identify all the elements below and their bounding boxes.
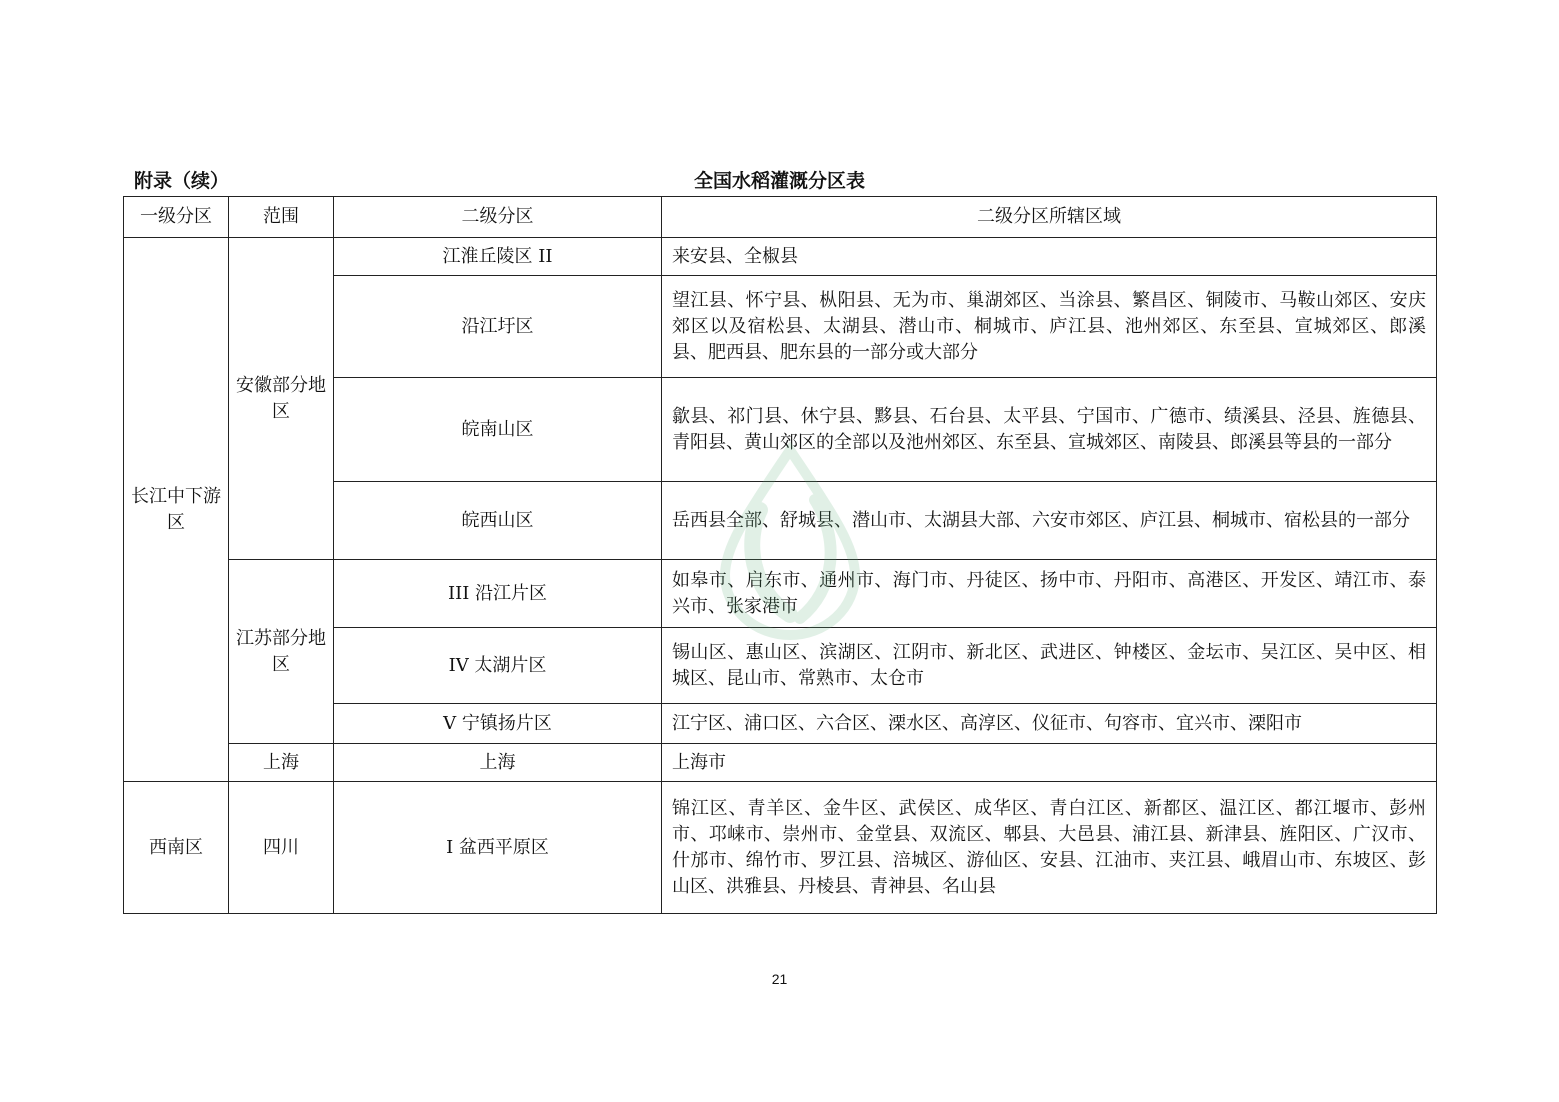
column-header-primary: 一级分区 (124, 197, 229, 238)
primary-zone-cell: 长江中下游区 (124, 238, 229, 782)
area-cell: 岳西县全部、舒城县、潜山市、太湖县大部、六安市郊区、庐江县、桐城市、宿松县的一部分 (662, 482, 1437, 560)
area-cell: 来安县、全椒县 (662, 238, 1437, 276)
area-cell: 江宁区、浦口区、六合区、溧水区、高淳区、仪征市、句容市、宜兴市、溧阳市 (662, 704, 1437, 744)
secondary-zone-cell: 江淮丘陵区 II (334, 238, 662, 276)
table-header-row (124, 197, 1437, 238)
area-cell: 锡山区、惠山区、滨湖区、江阴市、新北区、武进区、钟楼区、金坛市、吴江区、吴中区、相城区、昆山市、常熟市、太仓市 (662, 628, 1437, 704)
secondary-zone-cell: V 宁镇扬片区 (334, 704, 662, 744)
scope-cell: 江苏部分地区 (229, 560, 334, 744)
secondary-zone-cell: I 盆西平原区 (334, 782, 662, 914)
column-header-secondary: 二级分区 (334, 197, 662, 238)
page-header (123, 166, 1436, 196)
primary-zone-cell: 西南区 (124, 782, 229, 914)
secondary-zone-cell: 皖南山区 (334, 378, 662, 482)
area-cell: 歙县、祁门县、休宁县、黟县、石台县、太平县、宁国市、广德市、绩溪县、泾县、旌德县、青阳县、黄山郊区的全部以及池州郊区、东至县、宣城郊区、南陵县、郎溪县等县的一部分 (662, 378, 1437, 482)
scope-cell: 上海 (229, 744, 334, 782)
page-number: 21 (771, 971, 788, 987)
column-header-scope: 范围 (229, 197, 334, 238)
area-cell: 锦江区、青羊区、金牛区、武侯区、成华区、青白江区、新都区、温江区、都江堰市、彭州市、邛崃市、崇州市、金堂县、双流区、郫县、大邑县、浦江县、新津县、旌阳区、广汉市、什邡市、绵竹市、罗江县、涪城区、游仙区、安县、江油市、夹江县、峨眉山市、东坡区、彭山区、洪雅县、丹棱县、青神县、名山县 (662, 782, 1437, 914)
table-row (124, 560, 1437, 628)
scope-cell: 四川 (229, 782, 334, 914)
secondary-zone-cell: 上海 (334, 744, 662, 782)
table-row (124, 238, 1437, 276)
table-row (124, 782, 1437, 914)
table-row (124, 744, 1437, 782)
area-cell: 如皋市、启东市、通州市、海门市、丹徒区、扬中市、丹阳市、高港区、开发区、靖江市、泰兴市、张家港市 (662, 560, 1437, 628)
table-title: 全国水稻灌溉分区表 (693, 170, 865, 192)
area-cell: 上海市 (662, 744, 1437, 782)
irrigation-zone-table (123, 196, 1437, 914)
secondary-zone-cell: IV 太湖片区 (334, 628, 662, 704)
appendix-label: 附录（续） (134, 170, 230, 192)
secondary-zone-cell: 沿江圩区 (334, 276, 662, 378)
secondary-zone-cell: 皖西山区 (334, 482, 662, 560)
secondary-zone-cell: III 沿江片区 (334, 560, 662, 628)
column-header-area: 二级分区所辖区域 (662, 197, 1437, 238)
scope-cell: 安徽部分地区 (229, 238, 334, 560)
area-cell: 望江县、怀宁县、枞阳县、无为市、巢湖郊区、当涂县、繁昌区、铜陵市、马鞍山郊区、安庆郊区以及宿松县、太湖县、潜山市、桐城市、庐江县、池州郊区、东至县、宣城郊区、郎溪县、肥西县、肥东县的一部分或大部分 (662, 276, 1437, 378)
